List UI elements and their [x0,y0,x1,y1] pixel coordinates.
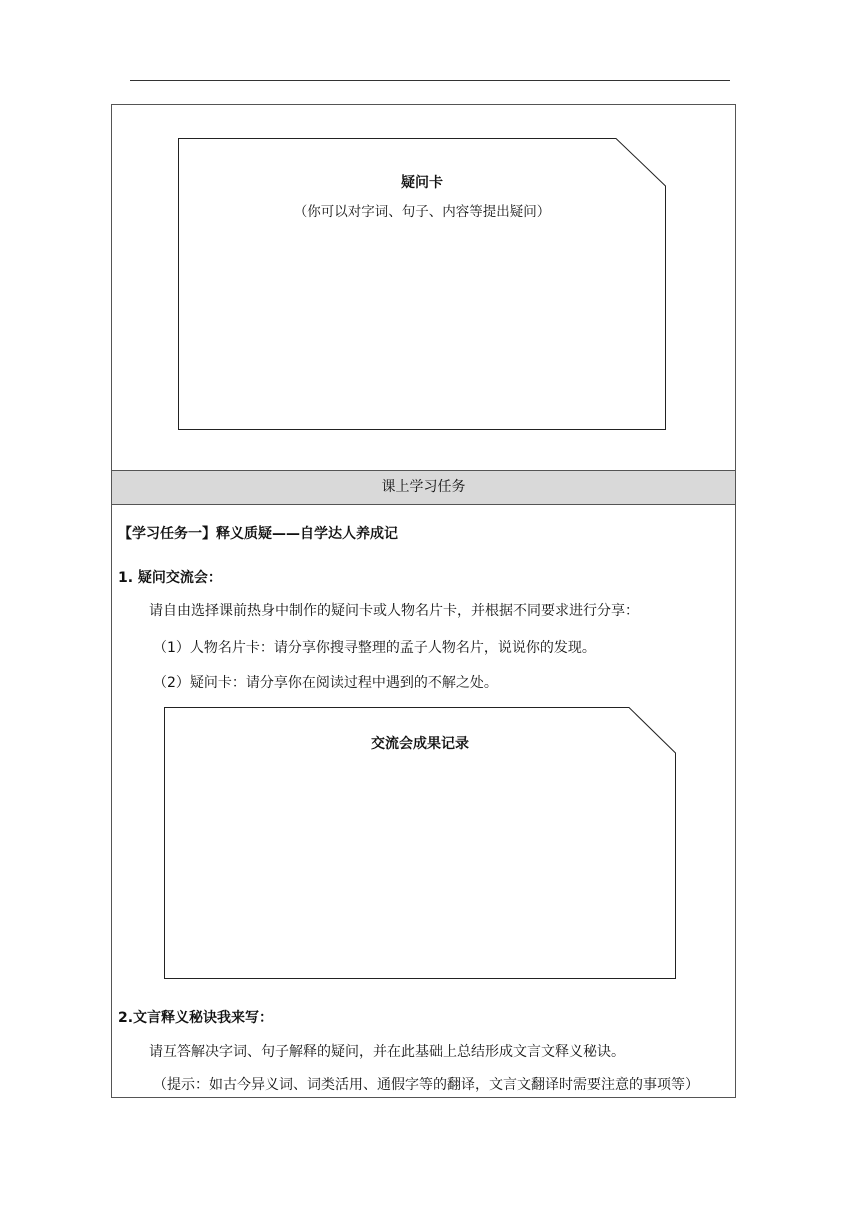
sub1-item1: （1）人物名片卡：请分享你搜寻整理的孟子人物名片，说说你的发现。 [153,640,596,656]
sub1-item2: （2）疑问卡：请分享你在阅读过程中遇到的不解之处。 [153,675,498,691]
question-card-title: 疑问卡 [401,175,443,191]
sub2-heading: 2.文言释义秘诀我来写： [118,1010,274,1026]
question-card-subtitle: （你可以对字词、句子、内容等提出疑问） [293,204,551,220]
question-card [178,138,666,430]
sub1-heading: 1. 疑问交流会： [118,570,222,586]
sub2-intro: 请互答解决字词、句子解释的疑问，并在此基础上总结形成文言文释义秘诀。 [149,1044,625,1060]
section-band: 课上学习任务 [112,470,735,505]
record-card-title: 交流会成果记录 [371,736,469,752]
worksheet-frame [111,104,736,1098]
header-rule [130,80,730,81]
task1-heading: 【学习任务一】释义质疑——自学达人养成记 [118,526,398,542]
record-card [164,707,676,979]
sub1-intro: 请自由选择课前热身中制作的疑问卡或人物名片卡，并根据不同要求进行分享： [149,603,639,619]
sub2-hint: （提示：如古今异义词、词类活用、通假字等的翻译，文言文翻译时需要注意的事项等） [153,1077,699,1093]
